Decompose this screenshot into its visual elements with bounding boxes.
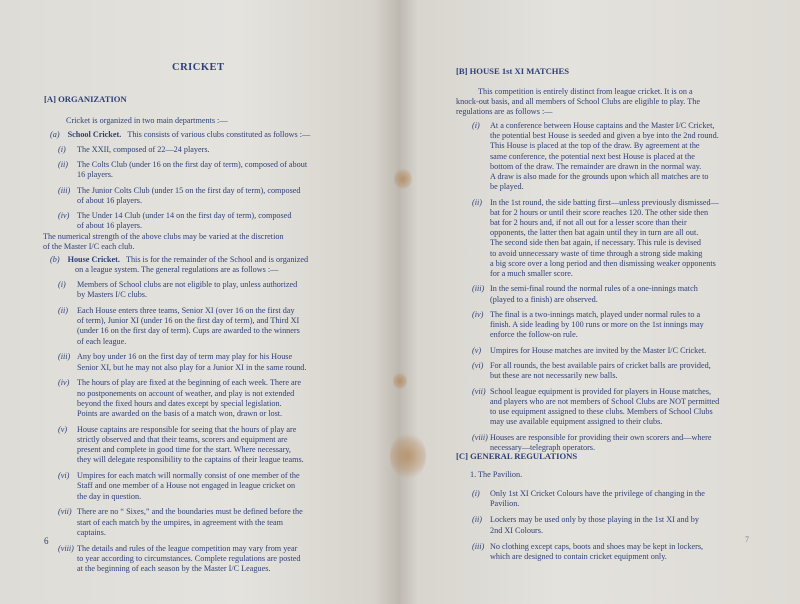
list-item-line: Points are awarded on the basis of a match won, drawn or lost.: [77, 409, 283, 418]
list-item-line: In the 1st round, the side batting first—unless previously dismissed—: [490, 197, 719, 207]
house-cricket-heading-line-2: on a league system. The general regulations are as follows :—: [75, 265, 279, 274]
list-number: (vii): [472, 386, 486, 396]
list-number: (ii): [58, 306, 69, 315]
list-number: (viii): [58, 543, 74, 553]
list-item-line: bottom of the draw. The remainder are drawn in the normal way.: [490, 161, 702, 171]
list-item-line: present and complete in good time for the start. Where necessary,: [77, 445, 291, 455]
list-item-line: A draw is also made for the grounds upon which all matches are to: [490, 172, 709, 181]
heading-text: This is for the remainder of the School and is organized: [125, 255, 309, 264]
list-number: (iii): [58, 185, 71, 195]
list-item-line: captains.: [77, 527, 106, 537]
list-number: (i): [472, 121, 480, 130]
intro-line-1: This competition is entirely distinct from league cricket. It is on a: [478, 87, 693, 96]
list-number: (v): [472, 345, 482, 355]
heading-label: School Cricket.: [67, 130, 122, 139]
intro-text: Cricket is organized in two main departments :—: [66, 116, 228, 125]
water-stain: [390, 432, 426, 480]
list-item-line: (played to a finish) are observed.: [490, 294, 598, 304]
list-item-line: same conference, the potential next best House is placed at the: [490, 151, 695, 161]
list-item-line: and players who are not members of School Clubs are NOT permitted: [490, 397, 720, 406]
list-number: (iii): [58, 352, 71, 362]
list-item-line: The Junior Colts Club (under 15 on the first day of term), composed: [77, 185, 301, 195]
list-item-line: be played.: [490, 182, 524, 192]
list-item-line: There are no “ Sixes,” and the boundaries must be defined before the: [77, 507, 303, 517]
list-item-line: For all rounds, the best available pairs of cricket balls are provided,: [490, 361, 711, 371]
list-item-line: finish. A side leading by 100 runs or more on the 1st innings may: [490, 320, 704, 330]
water-stain: [394, 168, 412, 190]
list-number: (vii): [58, 507, 72, 517]
list-item-line: Umpires for House matches are invited by the Master I/C Cricket.: [490, 345, 707, 355]
list-item-line: to avoid unnecessary waste of time through a strong side making: [490, 248, 703, 258]
list-item-line: no postponements on account of weather, and play is not extended: [77, 388, 295, 398]
list-number: (i): [472, 489, 480, 498]
list-item-line: by Masters I/C clubs.: [77, 290, 148, 300]
list-number: (i): [58, 145, 66, 154]
list-item-line: (under 16 on the first day of term). Cups are awarded to the winners: [77, 326, 300, 336]
list-marker: (a): [50, 130, 60, 139]
right-page: [398, 0, 800, 604]
pavilion-heading: 1. The Pavilion.: [470, 470, 523, 479]
list-item-line: This House is placed at the top of the draw. By agreement at the: [490, 141, 700, 151]
list-item-line: Any boy under 16 on the first day of term may play for his House: [77, 352, 293, 362]
list-item-line: of about 16 players.: [77, 221, 143, 231]
section-c-heading: [C] GENERAL REGULATIONS: [456, 451, 578, 461]
list-item-line: At a conference between House captains and the Master I/C Cricket,: [490, 121, 715, 130]
list-number: (ii): [472, 515, 483, 525]
page-number: 6: [44, 536, 49, 546]
list-number: (vi): [472, 361, 484, 371]
water-stain: [393, 372, 407, 390]
list-item-line: bat for 2 hours or until their score reaches 120. The other side then: [490, 207, 709, 217]
list-number: (viii): [472, 432, 488, 442]
list-item-line: they will delegate responsibility to the captains of their league teams.: [77, 455, 304, 465]
list-number: (iv): [472, 310, 484, 319]
list-item-line: start of each match by the umpires, in agreement with the team: [77, 517, 283, 527]
school-cricket-heading: [50, 130, 310, 140]
list-item-line: necessary—telegraph operators.: [490, 443, 596, 452]
list-item-line: The second side then bat again, if necessary. This rule is devised: [490, 238, 701, 248]
list-item-line: of each league.: [77, 336, 127, 346]
list-item-line: School league equipment is provided for players in House matches,: [490, 386, 712, 396]
house-cricket-heading: [50, 255, 308, 265]
list-item-line: The hours of play are fixed at the beginning of each week. There are: [77, 378, 301, 388]
page-number: 7: [745, 535, 749, 544]
strength-line-1: The numerical strength of the above clubs may be varied at the discretion: [43, 232, 284, 241]
list-item-line: The Colts Club (under 16 on the first day of term), composed of about: [77, 160, 308, 170]
section-a-heading: [A] ORGANIZATION: [44, 94, 127, 104]
list-item-line: Staff and one member of a House not engaged in league cricket on: [77, 481, 296, 491]
list-number: (ii): [58, 160, 69, 170]
list-item-line: The details and rules of the league competition may vary from year: [77, 543, 298, 553]
list-item-line: Umpires for each match will normally consist of one member of the: [77, 471, 300, 481]
heading-label: House Cricket.: [67, 255, 120, 264]
list-item-line: enforce the follow-on rule.: [490, 330, 578, 340]
list-number: (ii): [472, 197, 483, 207]
list-item-line: 2nd XI Colours.: [490, 525, 543, 535]
list-item-line: opponents, the latter then bat again until they in turn are all out.: [490, 228, 699, 238]
list-item-line: Houses are responsible for providing their own scorers and—where: [490, 432, 712, 442]
list-item-line: Members of School clubs are not eligible to play, unless authorized: [77, 280, 298, 289]
list-item-line: In the semi-final round the normal rules of a one-innings match: [490, 284, 698, 294]
list-item-line: Each House enters three teams, Senior XI (over 16 on the first day: [77, 306, 295, 315]
list-item-line: The final is a two-innings match, played under normal rules to a: [490, 310, 701, 319]
page-title: CRICKET: [172, 62, 225, 73]
list-item-line: beyond the fixed hours and dates except by special legislation.: [77, 398, 282, 408]
list-number: (v): [58, 424, 68, 434]
list-item-line: to use equipment assigned to these clubs. Members of School Clubs: [490, 407, 713, 417]
list-item-line: the potential best House is seeded and given a bye into the 2nd round.: [490, 131, 719, 141]
list-number: (i): [58, 280, 66, 289]
intro-line-2: knock-out basis, and all members of School Clubs are eligible to play. The: [456, 97, 700, 106]
list-item-line: strictly observed and that their teams, scorers and equipment are: [77, 435, 288, 444]
list-item-line: for a much smaller score.: [490, 269, 573, 278]
section-b-heading: [B] HOUSE 1st XI MATCHES: [456, 66, 570, 76]
list-number: (iii): [472, 284, 485, 294]
list-item-line: The Under 14 Club (under 14 on the first day of term), composed: [77, 211, 292, 220]
list-item-line: which are designed to contain cricket equipment only.: [490, 552, 667, 561]
intro-line-3: regulations are as follows :—: [456, 107, 553, 116]
list-item-line: Pavilion.: [490, 499, 520, 509]
list-number: (iv): [58, 211, 70, 220]
list-number: (vi): [58, 471, 70, 481]
list-item-line: the day in question.: [77, 491, 142, 501]
list-item-line: may use available equipment assigned to their clubs.: [490, 417, 663, 427]
list-item-line: Only 1st XI Cricket Colours have the privilege of changing in the: [490, 489, 705, 498]
list-marker: (b): [50, 255, 60, 264]
list-number: (iii): [472, 541, 485, 551]
list-item-line: bat for 2 hours and, if not all out for a lesser score than their: [490, 218, 687, 227]
list-item-line: to year according to circumstances. Complete regulations are posted: [77, 553, 301, 563]
list-item-line: Senior XI, but he may not also play for a Junior XI in the same round.: [77, 362, 307, 372]
list-item-line: Lockers may be used only by those playing in the 1st XI and by: [490, 515, 699, 525]
list-item-line: No clothing except caps, boots and shoes may be kept in lockers,: [490, 541, 704, 551]
list-number: (iv): [58, 378, 70, 388]
strength-line-2: of the Master I/C each club.: [43, 242, 135, 251]
list-item-line: of term), Junior XI (under 16 on the first day of term), and Third XI: [77, 316, 300, 326]
list-item-line: a big score over a long period and then dismissing weaker opponents: [490, 258, 716, 268]
list-item-line: at the beginning of each season by the Master I/C Leagues.: [77, 564, 271, 573]
list-item-line: of about 16 players.: [77, 195, 143, 205]
list-item-line: but these are not necessarily new balls.: [490, 371, 618, 381]
list-item-line: The XXII, composed of 22—24 players.: [77, 145, 210, 154]
list-item-line: House captains are responsible for seeing that the hours of play are: [77, 424, 297, 434]
heading-text: This consists of various clubs constituted as follows :—: [127, 130, 311, 139]
left-page: [0, 0, 398, 604]
list-item-line: 16 players.: [77, 170, 113, 180]
